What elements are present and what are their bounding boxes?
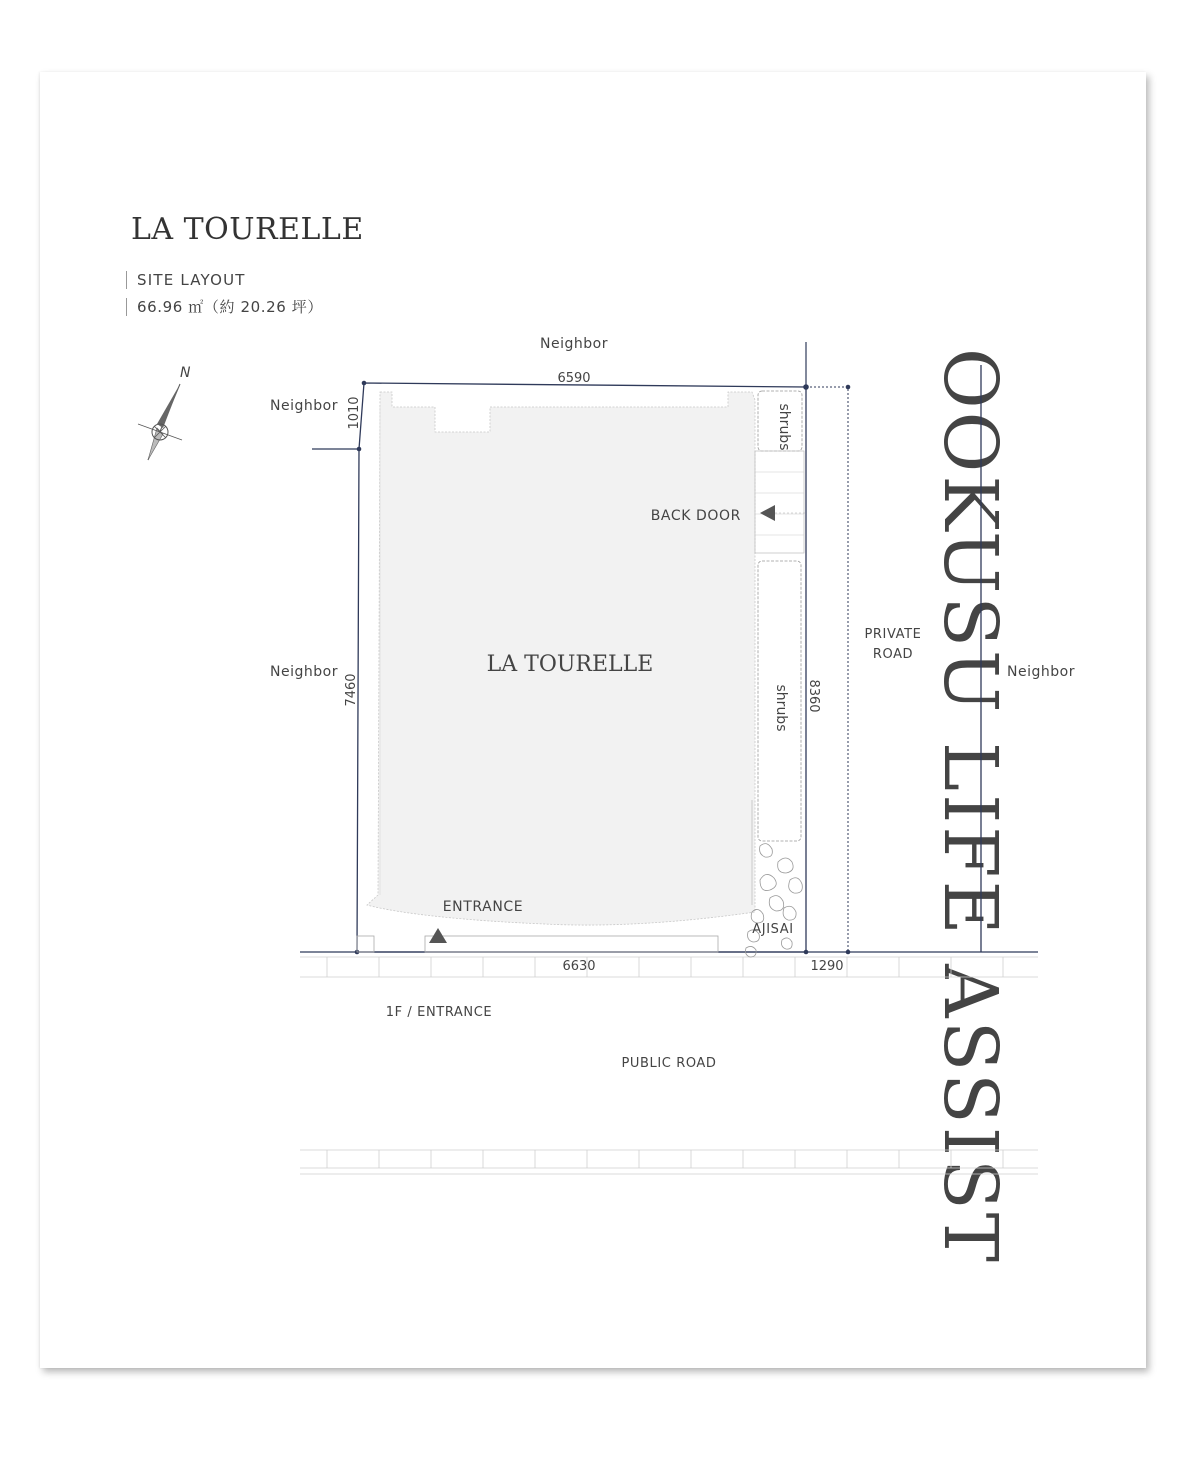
section-subtitle: SITE LAYOUT — [126, 271, 246, 289]
dimension-right: 8360 — [806, 679, 821, 713]
dimension-bottom-right: 1290 — [810, 959, 844, 974]
neighbor-top-label: Neighbor — [540, 336, 608, 352]
floor-entrance-label: 1F / ENTRANCE — [385, 1005, 493, 1020]
neighbor-left-top-label: Neighbor — [270, 398, 338, 414]
shrubs-top-label: shrubs — [776, 403, 792, 451]
entrance-marker-icon — [429, 928, 447, 943]
building-name-label: LA TOURELLE — [486, 652, 654, 677]
ajisai-label: AJISAI — [752, 922, 794, 937]
entrance-label: ENTRANCE — [442, 899, 524, 915]
back-door-label: BACK DOOR — [650, 508, 741, 524]
dimension-bottom: 6630 — [562, 959, 596, 974]
neighbor-left-label: Neighbor — [270, 664, 338, 680]
watermark-text: OOKUSU LIFE ASSIST — [927, 348, 1013, 1265]
dimension-top: 6590 — [557, 371, 591, 386]
public-road-label: PUBLIC ROAD — [621, 1056, 717, 1071]
back-door-marker-icon — [760, 505, 775, 521]
private-road-label-line1: PRIVATE — [864, 627, 922, 642]
private-road-label-line2: ROAD — [872, 647, 914, 662]
dimension-left: 7460 — [344, 673, 359, 707]
page-title: LA TOURELLE — [131, 212, 364, 247]
neighbor-right-label: Neighbor — [1007, 664, 1075, 680]
shrubs-side-label: shrubs — [773, 684, 789, 732]
site-area: 66.96 ㎡（約 20.26 坪） — [126, 298, 323, 316]
compass-north-label: N — [180, 365, 191, 381]
compass-icon — [138, 365, 191, 460]
dimension-left-short: 1010 — [347, 396, 362, 430]
